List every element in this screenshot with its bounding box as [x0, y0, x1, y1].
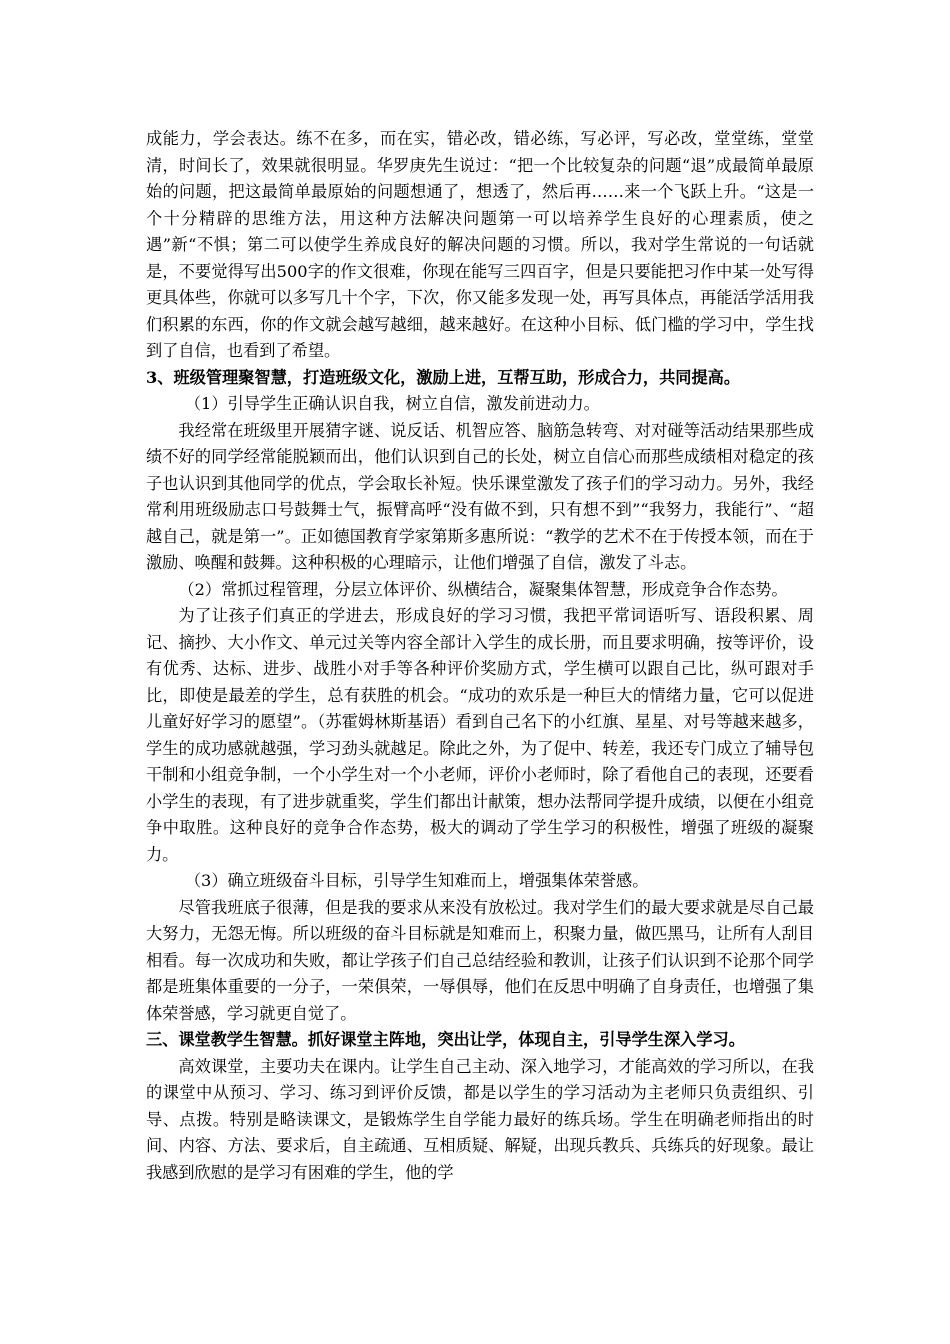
document-page [146, 126, 814, 1186]
paragraph-evaluation: 为了让孩子们真正的学进去，形成良好的学习习惯，我把平常词语听写、语段积累、周记、摘抄、大小作文、单元过关等内容全部计入学生的成长册，而且要求明确，按等评价，设有优秀、达标、进步、战胜小对手等各种评价奖励方式，学生横可以跟自己比，纵可跟对手比，即使是最差的学生，总有获胜的机会。“成功的欢乐是一种巨大的情绪力量，它可以促进儿童好好学习的愿望”。（苏霍姆林斯基语）看到自己名下的小红旗、星星、对号等越来越多，学生的成功感就越强，学习劲头就越足。除此之外，为了促中、转差，我还专门成立了辅导包干制和小组竞争制，一个小学生对一个小老师，评价小老师时，除了看他自己的表现，还要看小学生的表现，有了进步就重奖，学生们都出计献策，想办法帮同学提升成绩，以便在小组竞争中取胜。这种良好的竞争合作态势，极大的调动了学生学习的积极性，增强了班级的凝聚力。 [146, 606, 814, 864]
paragraph-activities: 我经常在班级里开展猜字谜、说反话、机智应答、脑筋急转弯、对对碰等活动结果那些成绩不好的同学经常能脱颖而出，他们认识到自己的长处，树立自信心而那些成绩相对稳定的孩子也认识到其他同学的优点，学会取长补短。快乐课堂激发了孩子们的学习动力。另外，我经常利用班级励志口号鼓舞士气，振臂高呼“没有做不到，只有想不到”“我努力，我能行”、“超越自己，就是第一”。正如德国教育学家第斯多惠所说：“教学的艺术不在于传授本领，而在于激励、唤醒和鼓舞。这种积极的心理暗示，让他们增强了自信，激发了斗志。 [146, 420, 814, 572]
paragraph-writing-practice: 成能力，学会表达。练不在多，而在实，错必改，错必练，写必评，写必改，堂堂练，堂堂清，时间长了，效果就很明显。华罗庚先生说过：“把一个比较复杂的问题“退”成最简单最原始的问题，把这最简单最原始的问题想通了，想透了，然后再……来一个飞跃上升。“这是一个十分精辟的思维方法，用这种方法解决问题第一可以培养学生良好的心理素质，使之遇”新“不惧；第二可以使学生养成良好的解决问题的习惯。所以，我对学生常说的一句话就是，不要觉得写出500字的作文很难，你现在能写三四百字，但是只要能把习作中某一处写得更具体些，你就可以多写几十个字，下次，你又能多发现一处，再写具体点，再能活学活用我们积累的东西，你的作文就会越写越细，越来越好。在这种小目标、低门槛的学习中，学生找到了自信，也看到了希望。 [146, 129, 814, 360]
section-heading-class-management: 3、班级管理聚智慧，打造班级文化，激励上进，互帮互助，形成合力，共同提高。 [146, 367, 741, 387]
section-heading-classroom-teaching: 三、课堂教学生智慧。抓好课堂主阵地，突出让学，体现自主，引导学生深入学习。 [146, 1030, 745, 1049]
paragraph-efficient-classroom: 高效课堂，主要功夫在课内。让学生自己主动、深入地学习，才能高效的学习所以，在我的课堂中从预习、学习、练习到评价反馈，都是以学生的学习活动为主老师只负责组织、引导、点拨。特别是略读课文，是锻炼学生自学能力最好的练兵场。学生在明确老师指出的时间、内容、方法、要求后，自主疏通、互相质疑、解疑，出现兵教兵、兵练兵的好现象。最让我感到欣慰的是学习有困难的学生，他的学 [146, 1056, 814, 1182]
subheading-process-management: （2）常抓过程管理，分层立体评价、纵横结合，凝聚集体智慧，形成竞争合作态势。 [178, 579, 788, 599]
subheading-class-goal: （3）确立班级奋斗目标，引导学生知难而上，增强集体荣誉感。 [184, 871, 649, 890]
paragraph-goal: 尽管我班底子很薄，但是我的要求从来没有放松过。我对学生们的最大要求就是尽自己最大努力，无怨无悔。所以班级的奋斗目标就是知难而上，积聚力量，做匹黑马，让所有人刮目相看。每一次成功和失败，都让学孩子们自己总结经验和教训，让孩子们认识到不论那个同学都是班集体重要的一分子，一荣俱荣，一辱俱辱，他们在反思中明确了自身责任，也增强了集体荣誉感，学习就更自觉了。 [146, 897, 814, 1023]
subheading-self-awareness: （1）引导学生正确认识自我，树立自信，激发前进动力。 [184, 394, 600, 413]
